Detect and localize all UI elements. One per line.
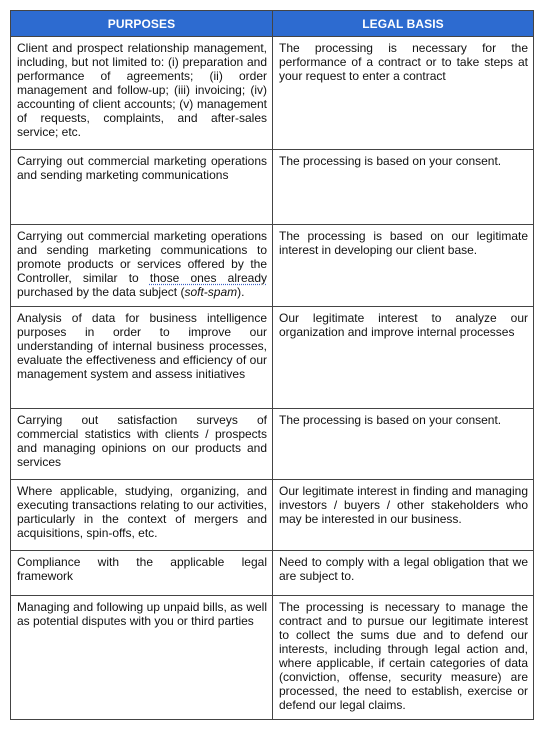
purpose-cell xyxy=(11,37,273,150)
legal-basis-column-header: LEGAL BASIS xyxy=(273,11,534,37)
italic-term: soft-spam xyxy=(184,285,238,299)
legal-basis-cell xyxy=(273,37,534,150)
purpose-cell xyxy=(11,551,273,596)
table-body xyxy=(11,37,534,720)
table-row xyxy=(11,551,534,596)
legal-basis-cell xyxy=(273,225,534,307)
table-row xyxy=(11,409,534,480)
purpose-cell xyxy=(11,307,273,409)
purpose-text-part: ). xyxy=(237,285,245,299)
purpose-text-part: purchased by the data subject ( xyxy=(17,285,185,299)
purpose-text: Analysis of data for business intelligence purposes in order to improve our understanding of internal business processes, evaluate the effectiveness and efficiency of our management system and assess initiatives xyxy=(17,311,267,381)
purpose-cell xyxy=(11,596,273,720)
purpose-text: Managing and following up unpaid bills, as well as potential disputes with you or third parties xyxy=(17,600,267,628)
legal-basis-cell xyxy=(273,307,534,409)
header-row xyxy=(11,11,534,37)
purpose-text: Where applicable, studying, organizing, and executing transactions relating to our activities, particularly in the context of mergers and acquisitions, spin-offs, etc. xyxy=(17,484,267,540)
table-row xyxy=(11,307,534,409)
purpose-cell xyxy=(11,225,273,307)
legal-basis-text: Our legitimate interest to analyze our organization and improve internal processes xyxy=(279,311,528,339)
legal-basis-text: Our legitimate interest in finding and managing investors / buyers / other stakeholders who may be interested in our business. xyxy=(279,484,528,526)
table-header xyxy=(11,11,534,37)
table-row xyxy=(11,480,534,551)
purpose-text xyxy=(17,229,267,299)
legal-basis-text: The processing is based on our legitimate interest in developing our client base. xyxy=(279,229,528,257)
legal-basis-text: Need to comply with a legal obligation that we are subject to. xyxy=(279,555,528,583)
legal-basis-text: The processing is necessary for the performance of a contract or to take steps at your request to enter a contract xyxy=(279,41,528,83)
purposes-column-header: PURPOSES xyxy=(11,11,273,37)
table-row xyxy=(11,596,534,720)
purpose-cell xyxy=(11,480,273,551)
legal-basis-cell xyxy=(273,480,534,551)
table-row xyxy=(11,150,534,225)
legal-basis-cell xyxy=(273,551,534,596)
purposes-legal-basis-table xyxy=(10,10,534,720)
legal-basis-cell xyxy=(273,150,534,225)
purpose-text-part: Carrying out commercial marketing operations and sending marketing communications to promote products or services offered by the Controller, similar to xyxy=(17,229,267,285)
table-row xyxy=(11,225,534,307)
legal-basis-text: The processing is necessary to manage the contract and to pursue our legitimate interest to collect the sums due and to defend our interests, including through legal action and, where applicable, if certain categories of data (conviction, offense, security measure) are processed, the need to establish, exercise or defend our legal claims. xyxy=(279,600,528,712)
spellcheck-underlined-text: those ones already xyxy=(149,271,267,285)
purpose-cell xyxy=(11,150,273,225)
table-row xyxy=(11,37,534,150)
purpose-cell xyxy=(11,409,273,480)
legal-basis-text: The processing is based on your consent. xyxy=(279,154,502,168)
purpose-text: Compliance with the applicable legal framework xyxy=(17,555,267,583)
purpose-text: Carrying out satisfaction surveys of commercial statistics with clients / prospects and managing opinions on our products and services xyxy=(17,413,267,469)
legal-basis-cell xyxy=(273,409,534,480)
purpose-text: Carrying out commercial marketing operations and sending marketing communications xyxy=(17,154,267,182)
legal-basis-cell xyxy=(273,596,534,720)
purpose-text: Client and prospect relationship management, including, but not limited to: (i) preparation and performance of agreements; (ii) order management and follow-up; (iii) invoicing; (iv) accounting of client accounts; (v) management of requests, complaints, and after-sales service; etc. xyxy=(17,41,267,139)
legal-basis-text: The processing is based on your consent. xyxy=(279,413,502,427)
